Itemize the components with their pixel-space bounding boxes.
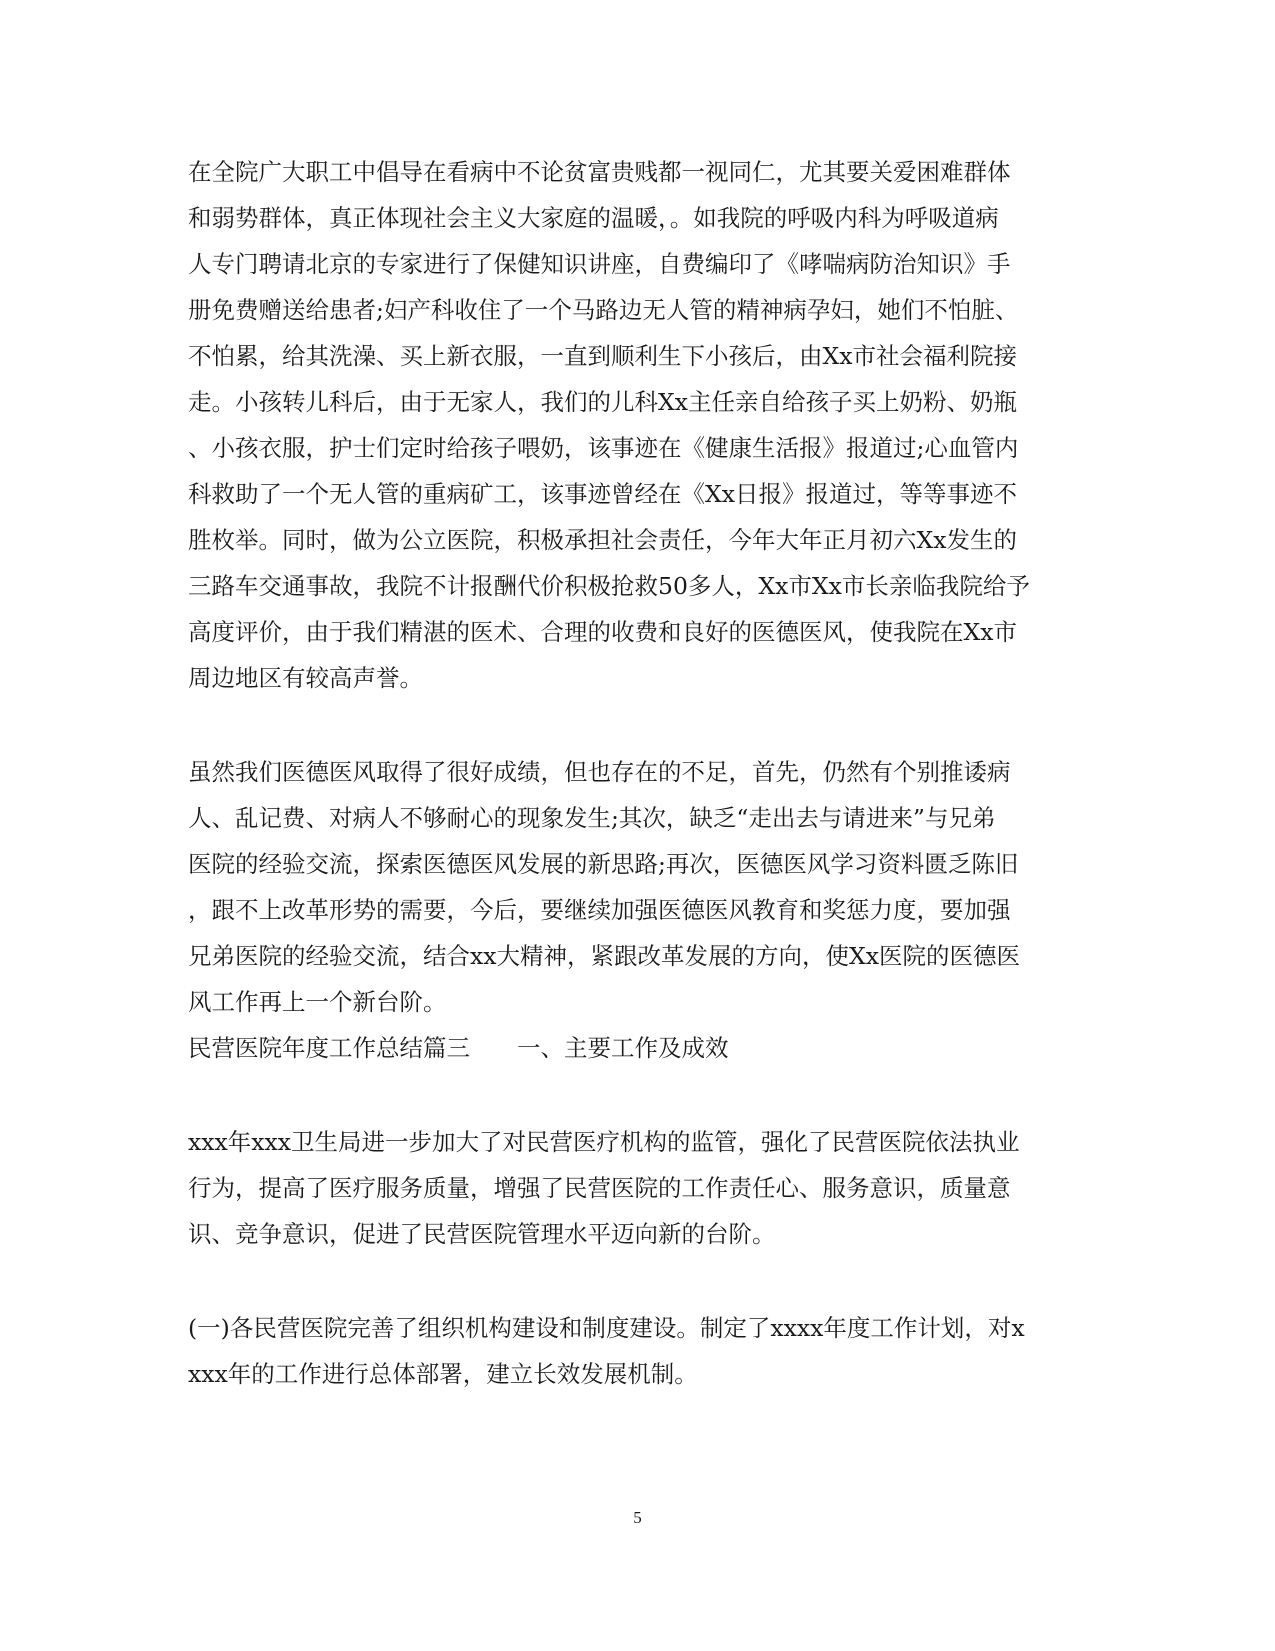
text-line: 人、乱记费、对病人不够耐心的现象发生;其次，缺乏“走出去与请进来”与兄弟 <box>188 804 996 832</box>
text-line: 行为，提高了医疗服务质量，增强了民营医院的工作责任心、服务意识，质量意 <box>188 1174 1011 1202</box>
page-number: 5 <box>633 1508 642 1527</box>
text-line: 虽然我们医德医风取得了很好成绩，但也存在的不足，首先，仍然有个别推诿病 <box>188 758 1011 786</box>
text-line: 识、竞争意识，促进了民营医院管理水平迈向新的台阶。 <box>188 1220 776 1248</box>
text-line: 科救助了一个无人管的重病矿工，该事迹曾经在《Xx日报》报道过，等等事迹不 <box>188 480 1017 508</box>
text-line: 三路车交通事故，我院不计报酬代价积极抢救50多人，Xx市Xx市长亲临我院给予 <box>188 572 1030 600</box>
text-line: 高度评价，由于我们精湛的医术、合理的收费和良好的医德医风，使我院在Xx市 <box>188 618 1017 646</box>
text-line: 周边地区有较高声誉。 <box>188 664 423 692</box>
text-line: 和弱势群体，真正体现社会主义大家庭的温暖，。如我院的呼吸内科为呼吸道病 <box>188 204 999 232</box>
text-line: 册免费赠送给患者;妇产科收住了一个马路边无人管的精神病孕妇，她们不怕脏、 <box>188 296 1019 324</box>
text-line: xxx年xxx卫生局进一步加大了对民营医疗机构的监管，强化了民营医院依法执业 <box>188 1128 1020 1156</box>
section-heading: 民营医院年度工作总结篇三 一、主要工作及成效 <box>188 1034 729 1062</box>
text-line: 不怕累，给其洗澡、买上新衣服，一直到顺利生下小孩后，由Xx市社会福利院接 <box>188 342 1017 370</box>
text-line: 、小孩衣服，护士们定时给孩子喂奶，该事迹在《健康生活报》报道过;心血管内 <box>188 434 1019 462</box>
text-line: 人专门聘请北京的专家进行了保健知识讲座，自费编印了《哮喘病防治知识》手 <box>188 250 1011 278</box>
text-line: 兄弟医院的经验交流，结合xx大精神，紧跟改革发展的方向，使Xx医院的医德医 <box>188 942 1020 970</box>
text-line: xxx年的工作进行总体部署，建立长效发展机制。 <box>188 1360 698 1388</box>
text-line: 医院的经验交流，探索医德医风发展的新思路;再次，医德医风学习资料匮乏陈旧 <box>188 850 1019 878</box>
text-line: 风工作再上一个新台阶。 <box>188 988 447 1016</box>
text-line: 胜枚举。同时，做为公立医院，积极承担社会责任，今年大年正月初六Xx发生的 <box>188 526 1017 554</box>
text-line: ，跟不上改革形势的需要，今后，要继续加强医德医风教育和奖惩力度，要加强 <box>188 896 1011 924</box>
text-line: 在全院广大职工中倡导在看病中不论贫富贵贱都一视同仁，尤其要关爱困难群体 <box>188 158 1011 186</box>
text-line: 走。小孩转儿科后，由于无家人，我们的儿科Xx主任亲自给孩子买上奶粉、奶瓶 <box>188 388 1017 416</box>
text-line: (一)各民营医院完善了组织机构建设和制度建设。制定了xxxx年度工作计划，对x <box>188 1314 1025 1342</box>
